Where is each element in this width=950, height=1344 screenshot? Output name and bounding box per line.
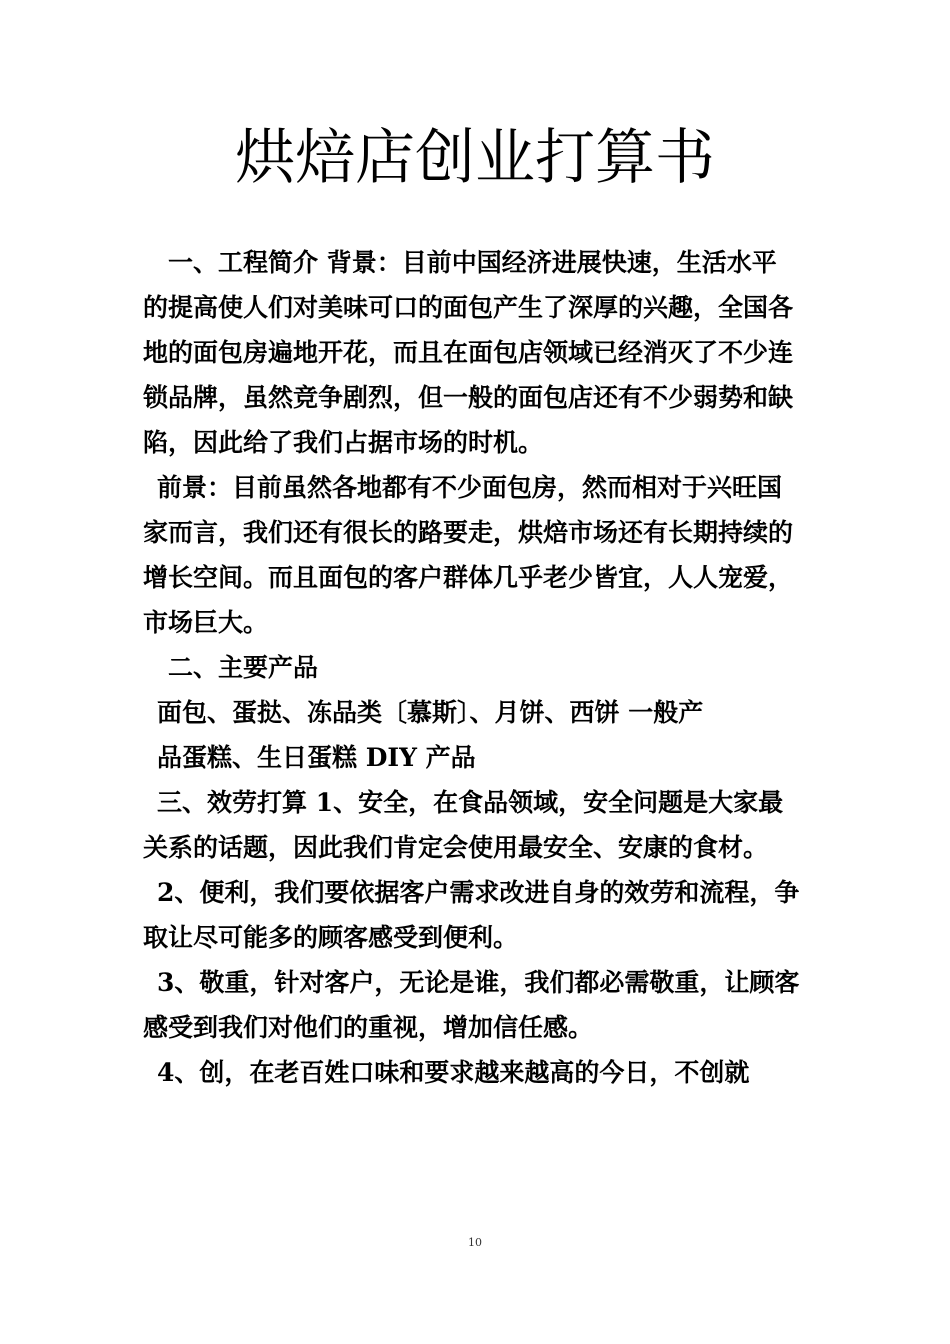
paragraph-line: 增长空间。而且面包的客户群体几乎老少皆宜，人人宠爱， (143, 563, 794, 592)
paragraph-line: 3、敬重，针对客户，无论是谁，我们都必需敬重，让顾客 (157, 968, 800, 997)
paragraph-line: 的提高使人们对美味可口的面包产生了深厚的兴趣，全国各 (143, 293, 794, 322)
paragraph-line: 家而言，我们还有很长的路要走，烘焙市场还有长期持续的 (143, 518, 794, 547)
paragraph-line: 2、便利，我们要依据客户需求改进自身的效劳和流程，争 (157, 878, 800, 907)
paragraph-line: 关系的话题，因此我们肯定会使用最安全、安康的食材。 (143, 833, 769, 862)
page-number: 10 (468, 1236, 482, 1249)
paragraph-line: 市场巨大。 (143, 608, 269, 637)
paragraph-line: 锁品牌，虽然竞争剧烈，但一般的面包店还有不少弱势和缺 (143, 383, 794, 412)
paragraph-line: 感受到我们对他们的重视，增加信任感。 (143, 1013, 594, 1042)
paragraph-line: 取让尽可能多的顾客感受到便利。 (143, 923, 519, 952)
paragraph-line: 三、效劳打算 1、安全，在食品领域，安全问题是大家最 (157, 788, 784, 817)
paragraph-line: 陷，因此给了我们占据市场的时机。 (143, 428, 544, 457)
paragraph-line: 4、创，在老百姓口味和要求越来越高的今日，不创就 (157, 1058, 750, 1087)
paragraph-line: 品蛋糕、生日蛋糕 DIY 产品 (157, 743, 476, 772)
paragraph-line: 面包、蛋挞、冻品类〔慕斯〕、月饼、西饼 一般产 (157, 698, 704, 727)
document-title: 烘焙店创业打算书 (235, 123, 715, 193)
paragraph-line: 一、工程简介 背景：目前中国经济进展快速，生活水平 (168, 248, 777, 277)
document-body (143, 240, 823, 1095)
section-heading: 二、主要产品 (168, 653, 319, 682)
paragraph-line: 前景：目前虽然各地都有不少面包房，然而相对于兴旺国 (157, 473, 783, 502)
paragraph-line: 地的面包房遍地开花，而且在面包店领域已经消灭了不少连 (143, 338, 794, 367)
